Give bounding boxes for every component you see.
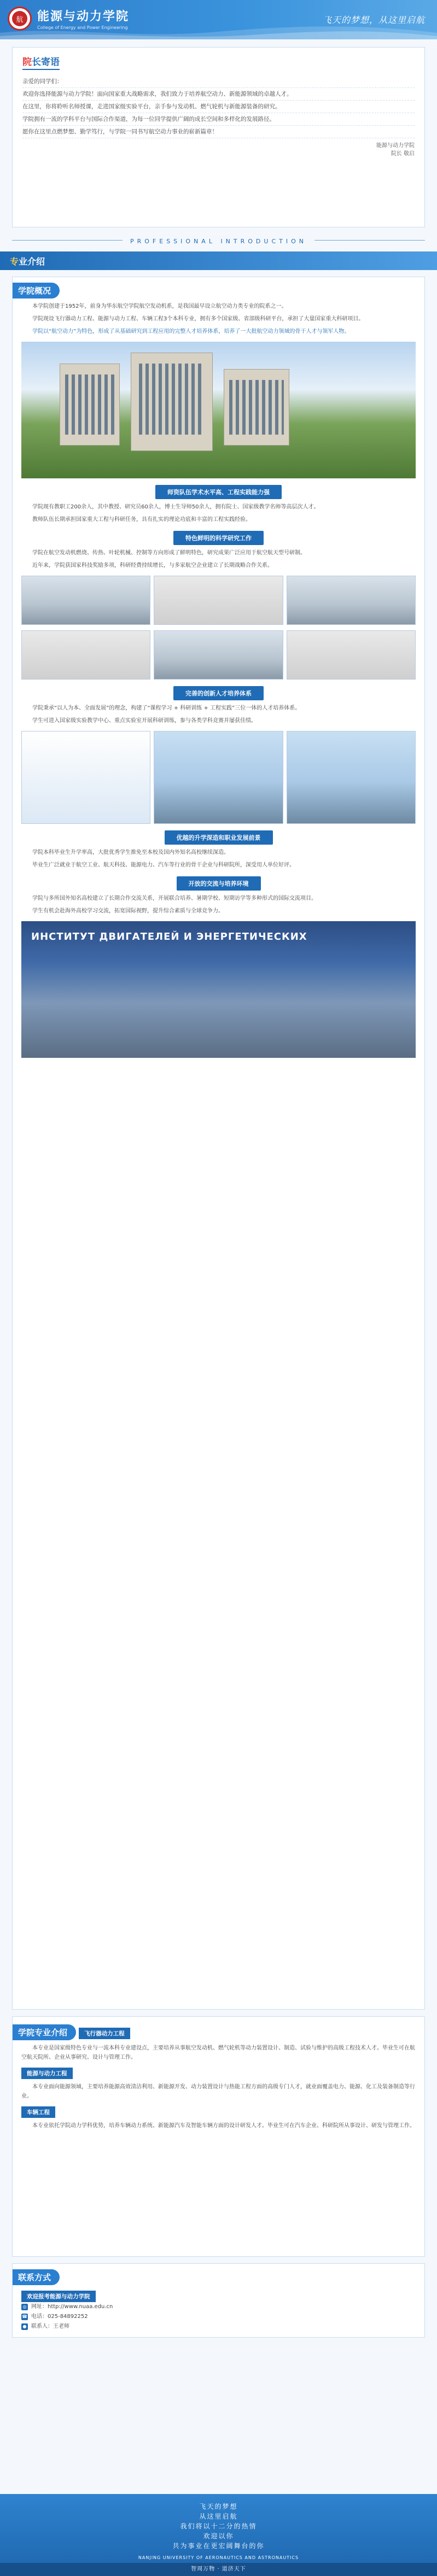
contact-card	[12, 2263, 425, 2338]
ribbon-faculty-label: 师资队伍学术水平高、工程实践能力强	[155, 485, 282, 499]
research-photo-row	[21, 630, 416, 680]
dean-paragraph: 在这里，你将聆听名师授课，走进国家级实验平台，亲手参与发动机、燃气轮机与新能源装备的研究。	[22, 101, 415, 113]
dean-title-rest: 长寄语	[32, 57, 60, 68]
college-paragraph: 学生有机会赴海外高校学习交流，拓宽国际视野，提升综合素质与全球竞争力。	[32, 908, 224, 914]
college-paragraph: 学院与多所国外知名高校建立了长期合作交流关系，开展联合培养、暑期学校、短期访学等多种形式的国际交流项目。	[32, 895, 317, 901]
lab-photo	[154, 630, 283, 680]
research-photo-row	[21, 576, 416, 625]
dean-message-title	[22, 54, 60, 70]
section-profile-title	[10, 255, 45, 267]
dean-message-body	[22, 75, 415, 138]
school-name	[37, 7, 129, 30]
page-header	[0, 0, 437, 39]
major-description: 本专业是国家级特色专业与一流本科专业建设点，主要培养从事航空发动机、燃气轮机等动力装置设计、制造、试验与维护的高级工程技术人才。毕业生可在航空航天院所、企业从事研究、设计与管理工作。	[21, 2045, 415, 2060]
contact-website-link[interactable]: http://www.nuaa.edu.cn	[48, 2304, 113, 2310]
footer-motto-line: 从这里启航	[199, 2513, 238, 2520]
dean-signature	[22, 142, 415, 158]
section-profile-header	[0, 251, 437, 270]
footer-motto	[0, 2502, 437, 2551]
building-photo	[154, 731, 283, 824]
group-photo	[287, 731, 416, 824]
ribbon-talent-label: 完善的创新人才培养体系	[173, 686, 264, 700]
college-paragraph: 本学院创建于1952年，前身为华东航空学院航空发动机系，是我国最早设立航空动力类专业的院系之一。	[32, 303, 287, 309]
lab-photo	[21, 576, 150, 625]
exchange-group-photo	[21, 921, 416, 1058]
footer-university-en: NANJING UNIVERSITY OF AERONAUTICS AND ASTRONAUTICS	[138, 2555, 299, 2560]
lab-photo	[287, 576, 416, 625]
ribbon-talent	[21, 686, 416, 700]
dean-paragraph: 欢迎你选择能源与动力学院！面向国家重大战略需求，我们致力于培养航空动力、新能源领域的卓越人才。	[22, 88, 415, 101]
contact-label: 联系人：	[31, 2323, 53, 2329]
school-logo-mark: 航	[12, 11, 27, 26]
section-title-lead: 专	[10, 256, 19, 267]
intro-divider	[12, 235, 425, 245]
building-windows	[139, 364, 205, 435]
contact-person: 王老师	[53, 2323, 69, 2329]
footer-motto-line: 共为事业在更宏阔舞台的你	[172, 2542, 265, 2550]
major-description: 本专业依托学院动力学科优势，培养车辆动力系统、新能源汽车及智能车辆方面的设计研发人才。毕业生可在汽车企业、科研院所从事设计、研发与管理工作。	[32, 2123, 415, 2129]
college-paragraph: 近年来，学院获国家科技奖励多项，科研经费持续增长，与多家航空企业建立了长期战略合作关系。	[32, 563, 273, 569]
footer-motto-line: 飞天的梦想	[199, 2503, 238, 2510]
college-paragraph: 学院现设飞行器动力工程、能源与动力工程、车辆工程3个本科专业，拥有多个国家级、省部级科研平台，承担了大量国家重大科研项目。	[32, 316, 364, 322]
college-paragraph: 教师队伍长期承担国家重大工程与科研任务，具有扎实的理论功底和丰富的工程实践经验。	[32, 517, 251, 523]
ribbon-career-label: 优越的升学深造和职业发展前景	[165, 830, 273, 845]
vehicle-photo	[287, 630, 416, 680]
college-overview-card	[12, 277, 425, 2010]
contact-chip: 欢迎报考能源与动力学院	[21, 2291, 96, 2302]
contact-row-website	[21, 2302, 416, 2312]
footer-bottom-bar: 智周万物 · 道济天下	[0, 2563, 437, 2576]
school-logo	[8, 7, 32, 31]
major-name: 能源与动力工程	[21, 2068, 73, 2079]
dean-paragraph: 学院拥有一流的学科平台与国际合作渠道，为每一位同学提供广阔的成长空间和多样化的发展路径。	[22, 113, 415, 126]
contact-label: 电话：	[31, 2314, 48, 2320]
ribbon-research-label: 特色鲜明的科学研究工作	[173, 531, 264, 545]
intro-divider-label: PROFESSIONAL INTRODUCTION	[123, 238, 314, 245]
dean-greeting: 亲爱的同学们：	[22, 75, 415, 88]
college-paragraph: 学生可进入国家级实验教学中心、重点实验室开展科研训练，参与各类学科竞赛并屡获佳绩。	[32, 718, 257, 724]
major-name: 车辆工程	[21, 2106, 55, 2118]
ribbon-exchange-label: 开放的交流与培养环境	[177, 876, 261, 891]
college-paragraph: 学院秉承“以人为本、全面发展”的理念，构建了“课程学习 + 科研训练 + 工程实践”三位一体的人才培养体系。	[32, 705, 301, 711]
dean-signature-org: 能源与动力学院	[376, 143, 415, 149]
footer-motto-line: 我们将以十二分的热情	[180, 2522, 257, 2530]
engine-photo	[154, 576, 283, 625]
header-slogan: 飞天的梦想，从这里启航	[322, 15, 425, 25]
contact-phone[interactable]: 025-84892252	[48, 2314, 88, 2320]
college-paragraph: 学院本科毕业生升学率高，大批优秀学生推免至本校及国内外知名高校继续深造。	[32, 850, 229, 856]
contact-row-phone	[21, 2312, 416, 2322]
footer-motto-line: 欢迎以你	[203, 2532, 234, 2540]
college-paragraph: 毕业生广泛就业于航空工业、航天科技、能源电力、汽车等行业的骨干企业与科研院所，深受用人单位好评。	[32, 862, 295, 868]
ribbon-exchange	[21, 876, 416, 891]
contact-label: 网址：	[31, 2304, 48, 2310]
college-paragraph: 学院在航空发动机燃烧、传热、叶轮机械、控制等方向形成了鲜明特色，研究成果广泛应用于航空航天型号研制。	[32, 550, 306, 556]
contact-tag: 联系方式	[13, 2269, 60, 2285]
college-paragraph: 学院以“航空动力”为特色，形成了从基础研究到工程应用的完整人才培养体系，培养了一大批航空动力领域的骨干人才与领军人物。	[32, 329, 350, 335]
dean-message	[12, 47, 425, 227]
building-windows	[229, 380, 284, 435]
college-overview-tag: 学院概况	[13, 283, 60, 298]
section-title-rest: 业介绍	[19, 256, 45, 267]
ribbon-faculty	[21, 485, 416, 499]
campus-building-photo	[21, 342, 416, 478]
ribbon-research	[21, 531, 416, 545]
person-icon: ●	[21, 2323, 28, 2330]
school-name-en: College of Energy and Power Engineering	[37, 25, 128, 30]
dean-paragraph: 愿你在这里点燃梦想、勤学笃行，与学院一同书写航空动力事业的崭新篇章！	[22, 126, 415, 138]
majors-tag: 学院专业介绍	[13, 2024, 76, 2040]
poster-photo	[21, 731, 150, 824]
college-paragraph: 学院现有教职工200余人，其中教授、研究员60余人，博士生导师50余人，拥有院士、国家级教学名师等高层次人才。	[32, 504, 319, 510]
building-windows	[65, 374, 114, 435]
dean-signature-name: 院长 敬启	[391, 151, 415, 157]
ribbon-career	[21, 830, 416, 845]
major-name: 飞行器动力工程	[79, 2028, 130, 2039]
dean-title-lead: 院	[22, 57, 32, 68]
engine-photo	[21, 630, 150, 680]
contact-row-person	[21, 2322, 416, 2332]
school-name-cn: 能源与动力学院	[37, 10, 130, 24]
major-description: 本专业面向能源领域，主要培养能源高效清洁利用、新能源开发、动力装置设计与热能工程方面的高级专门人才，就业面覆盖电力、能源、化工及装备制造等行业。	[21, 2084, 415, 2099]
talent-photo-row	[21, 731, 416, 824]
school-logo-group	[8, 7, 129, 31]
exchange-banner-text: ИНСТИТУТ ДВИГАТЕЛЕЙ И ЭНЕРГЕТИЧЕСКИХ	[31, 931, 307, 942]
phone-icon: ☎	[22, 2314, 27, 2319]
globe-icon: ◎	[21, 2304, 28, 2310]
majors-card	[12, 2016, 425, 2257]
page-footer	[0, 2494, 437, 2576]
